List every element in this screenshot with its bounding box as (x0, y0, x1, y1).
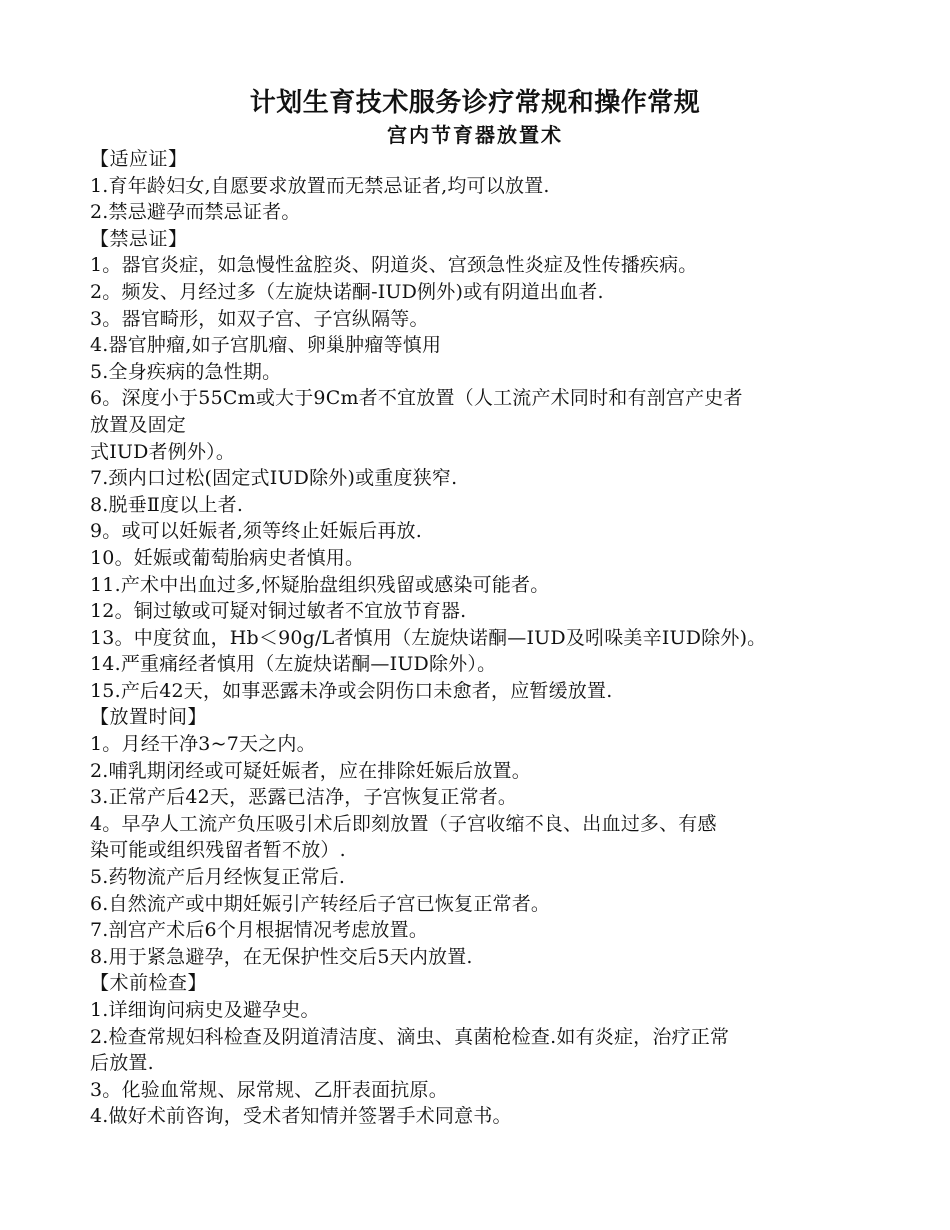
contraindication-item: 12。铜过敏或可疑对铜过敏者不宜放节育器. (90, 600, 467, 623)
contraindication-item: 7.颈内口过松(固定式IUD除外)或重度狭窄. (90, 467, 458, 490)
contraindication-item: 8.脱垂Ⅱ度以上者. (90, 493, 244, 516)
preop-item: 4.做好术前咨询，受术者知情并签署手术同意书。 (90, 1105, 512, 1128)
section-heading-indications: 【适应证】 (90, 148, 188, 170)
timing-item: 7.剖宫产术后6个月根据情况考虑放置。 (90, 919, 429, 942)
document-subtitle: 宫内节育器放置术 (387, 123, 563, 147)
indication-item: 2.禁忌避孕而禁忌证者。 (90, 201, 301, 224)
contraindication-item: 3。器官畸形，如双子宫、子宫纵隔等。 (90, 307, 429, 330)
contraindication-item: 式IUD者例外）。 (90, 440, 236, 463)
contraindication-item: 11.产术中出血过多,怀疑胎盘组织残留或感染可能者。 (90, 573, 550, 596)
indication-item: 1.育年龄妇女,自愿要求放置而无禁忌证者,均可以放置. (90, 174, 550, 197)
preop-item: 2.检查常规妇科检查及阴道清洁度、滴虫、真菌枪检查.如有炎症，治疗正常 (90, 1025, 730, 1048)
preop-item: 3。化验血常规、尿常规、乙肝表面抗原。 (90, 1078, 448, 1101)
preop-item: 1.详细询问病史及避孕史。 (90, 999, 320, 1021)
contraindication-item: 15.产后42天，如事恶露未净或会阴伤口未愈者，应暂缓放置. (90, 679, 613, 702)
section-heading-preop: 【术前检查】 (90, 972, 208, 995)
timing-item: 6.自然流产或中期妊娠引产转经后子宫已恢复正常者。 (90, 892, 551, 915)
contraindication-item: 9。或可以妊娠者,须等终止妊娠后再放. (90, 520, 422, 543)
document-body (90, 146, 870, 1130)
timing-item: 3.正常产后42天，恶露已洁净，子宫恢复正常者。 (90, 786, 518, 809)
contraindication-item: 14.严重痛经者慎用（左旋炔诺酮—IUD除外）。 (90, 653, 497, 676)
contraindication-item: 13。中度贫血，Hb＜90g/L者慎用（左旋炔诺酮—IUD及吲哚美辛IUD除外)。 (90, 626, 767, 649)
timing-item: 1。月经干净3~7天之内。 (90, 733, 316, 756)
timing-item: 8.用于紧急避孕，在无保护性交后5天内放置. (90, 945, 473, 968)
contraindication-item: 4.器官肿瘤,如子宫肌瘤、卵巢肿瘤等慎用 (90, 334, 442, 357)
timing-item: 4。早孕人工流产负压吸引术后即刻放置（子宫收缩不良、出血过多、有感 (90, 812, 717, 835)
contraindication-item: 5.全身疾病的急性期。 (90, 360, 282, 383)
preop-item: 后放置. (90, 1052, 154, 1075)
timing-item: 2.哺乳期闭经或可疑妊娠者，应在排除妊娠后放置。 (90, 759, 531, 782)
timing-item: 染可能或组织残留者暂不放）. (90, 839, 346, 862)
timing-item: 5.药物流产后月经恢复正常后. (90, 866, 346, 889)
contraindication-item: 10。妊娠或葡萄胎病史者慎用。 (90, 546, 365, 569)
section-heading-timing: 【放置时间】 (90, 706, 208, 729)
contraindication-item: 6。深度小于55Cm或大于9Cm者不宜放置（人工流产术同时和有剖宫产史者 (90, 387, 743, 410)
contraindication-item: 1。器官炎症，如急慢性盆腔炎、阴道炎、宫颈急性炎症及性传播疾病。 (90, 254, 698, 277)
section-heading-contraindications: 【禁忌证】 (90, 227, 188, 250)
document-title: 计划生育技术服务诊疗常规和操作常规 (249, 88, 701, 118)
contraindication-item: 放置及固定 (90, 413, 187, 436)
contraindication-item: 2。频发、月经过多（左旋炔诺酮-IUD例外)或有阴道出血者. (90, 280, 604, 303)
